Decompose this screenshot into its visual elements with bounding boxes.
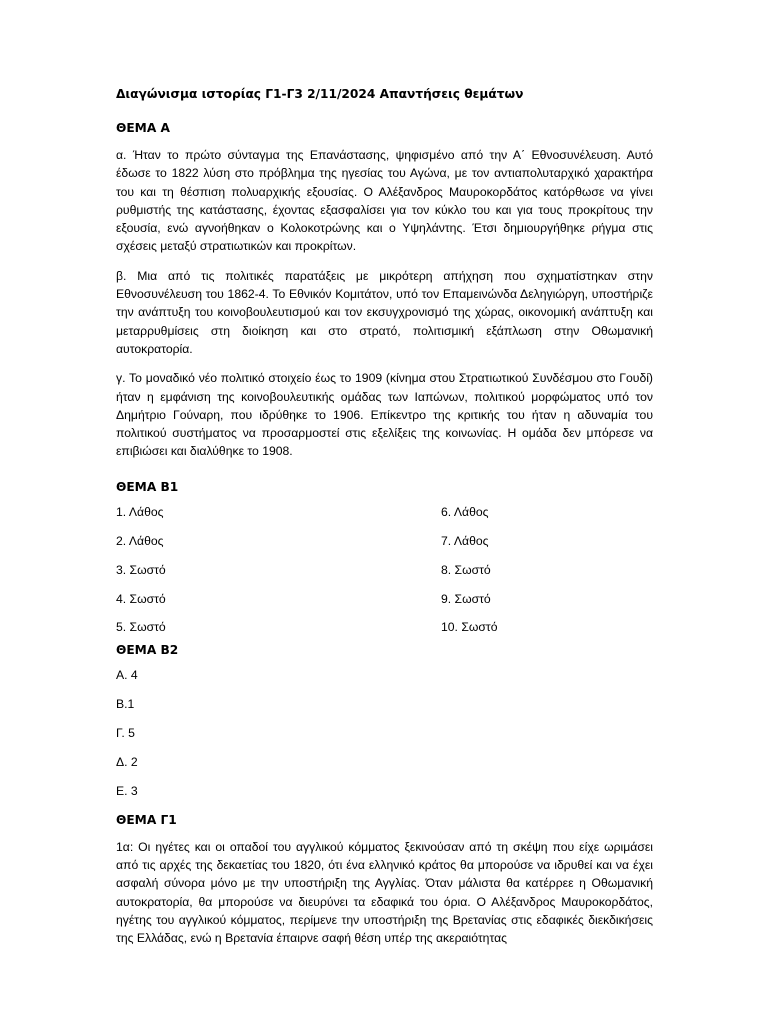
answer-item: 7. Λάθος bbox=[441, 533, 489, 548]
thema-g1-heading: ΘΕΜΑ Γ1 bbox=[116, 812, 177, 827]
document-title: Διαγώνισμα ιστορίας Γ1-Γ3 2/11/2024 Απαντήσεις θεμάτων bbox=[116, 87, 524, 101]
thema-g1-paragraph: 1α: Οι ηγέτες και οι οπαδοί του αγγλικού κόμματος ξεκινούσαν από τη σκέψη που είχε ωριμάσει από τις αρχές της δεκαετίας του 1820, ότι ένα ελληνικό κράτος θα μπορούσε να ιδρυθεί και να έχει ασφαλή σύνορα μόνο με την υποστήριξη της Αγγλίας. Όταν μάλιστα θα κατέρρεε η Οθωμανική αυτοκρατορία, θα μπορούσε να διευρύνει τα εδαφικά του όρια. Ο Αλέξανδρος Μαυροκορδάτος, ηγέτης του αγγλικού κόμματος, περίμενε την υποστήριξη της Βρετανίας στις εδαφικές διεκδικήσεις της Ελλάδας, ενώ η Βρετανία έπαιρνε σαφή θέση υπέρ της ακεραιότητας bbox=[116, 839, 653, 946]
answer-item: 10. Σωστό bbox=[441, 619, 498, 634]
answer-item: 8. Σωστό bbox=[441, 562, 491, 577]
answer-item: Β.1 bbox=[116, 696, 135, 711]
thema-b1-answers bbox=[116, 504, 653, 632]
answer-item: Δ. 2 bbox=[116, 754, 138, 769]
answer-item: 1. Λάθος bbox=[116, 504, 164, 519]
thema-b2-answers bbox=[116, 667, 653, 799]
answer-item: 9. Σωστό bbox=[441, 591, 491, 606]
thema-a-paragraph-b: β. Μια από τις πολιτικές παρατάξεις με μικρότερη απήχηση που σχηματίστηκαν στην Εθνοσυνέλευση του 1862-4. Το Εθνικόν Κομιτάτον, υπό τον Επαμεινώνδα Δεληγιώργη, υποστήριζε την ανάπτυξη του κοινοβουλευτισμού και τον εκσυγχρονισμό της χώρας, οικονομική ανάπτυξη και μεταρρυθμίσεις στη διοίκηση και στο στρατό, πολιτισμική εξάπλωση στην Οθωμανική αυτοκρατορία. bbox=[116, 268, 653, 356]
answer-item: Α. 4 bbox=[116, 667, 138, 682]
answer-item: 2. Λάθος bbox=[116, 533, 164, 548]
thema-a-paragraph-a: α. Ήταν το πρώτο σύνταγμα της Επανάστασης, ψηφισμένο από την Α΄ Εθνοσυνέλευση. Αυτό έδωσε το 1822 λύση στο πρόβλημα της ηγεσίας του Αγώνα, με τον αντιαπολυταρχικό χαρακτήρα του και τη θέσπιση πολυαρχικής εξουσίας. Ο Αλέξανδρος Μαυροκορδάτος κατόρθωσε να γίνει ρυθμιστής της κατάστασης, έχοντας εξασφαλίσει για τον κύκλο του και για τους προκρίτους την εξουσία, ενώ αγνοήθηκαν ο Κολοκοτρώνης και ο Υψηλάντης. Έτσι δημιουργήθηκε ρήγμα στις σχέσεις μεταξύ στρατιωτικών και προκρίτων. bbox=[116, 148, 653, 254]
answer-item: 5. Σωστό bbox=[116, 619, 166, 634]
thema-a-heading: ΘΕΜΑ Α bbox=[116, 121, 170, 135]
thema-b2-heading: ΘΕΜΑ Β2 bbox=[116, 642, 179, 657]
answer-item: 4. Σωστό bbox=[116, 591, 166, 606]
answer-item: Ε. 3 bbox=[116, 783, 138, 798]
thema-a-paragraph-c: γ. Το μοναδικό νέο πολιτικό στοιχείο έως το 1909 (κίνημα στου Στρατιωτικού Συνδέσμου στο Γουδί) ήταν η εμφάνιση της κοινοβουλευτικής ομάδας των Ιαπώνων, πολιτικού μορφώματος υπό τον Δημήτριο Γούναρη, που ιδρύθηκε το 1906. Επίκεντρο της κριτικής του ήταν η αδυναμία του πολιτικού συστήματος να προσαρμοστεί στις εξελίξεις της κοινωνίας. Η ομάδα δεν μπόρεσε να επιβιώσει και διαλύθηκε το 1908. bbox=[116, 371, 653, 459]
thema-b1-heading: ΘΕΜΑ Β1 bbox=[116, 479, 179, 494]
answer-item: Γ. 5 bbox=[116, 725, 135, 740]
answer-item: 6. Λάθος bbox=[441, 504, 489, 519]
document-page bbox=[116, 86, 653, 948]
answer-item: 3. Σωστό bbox=[116, 562, 166, 577]
